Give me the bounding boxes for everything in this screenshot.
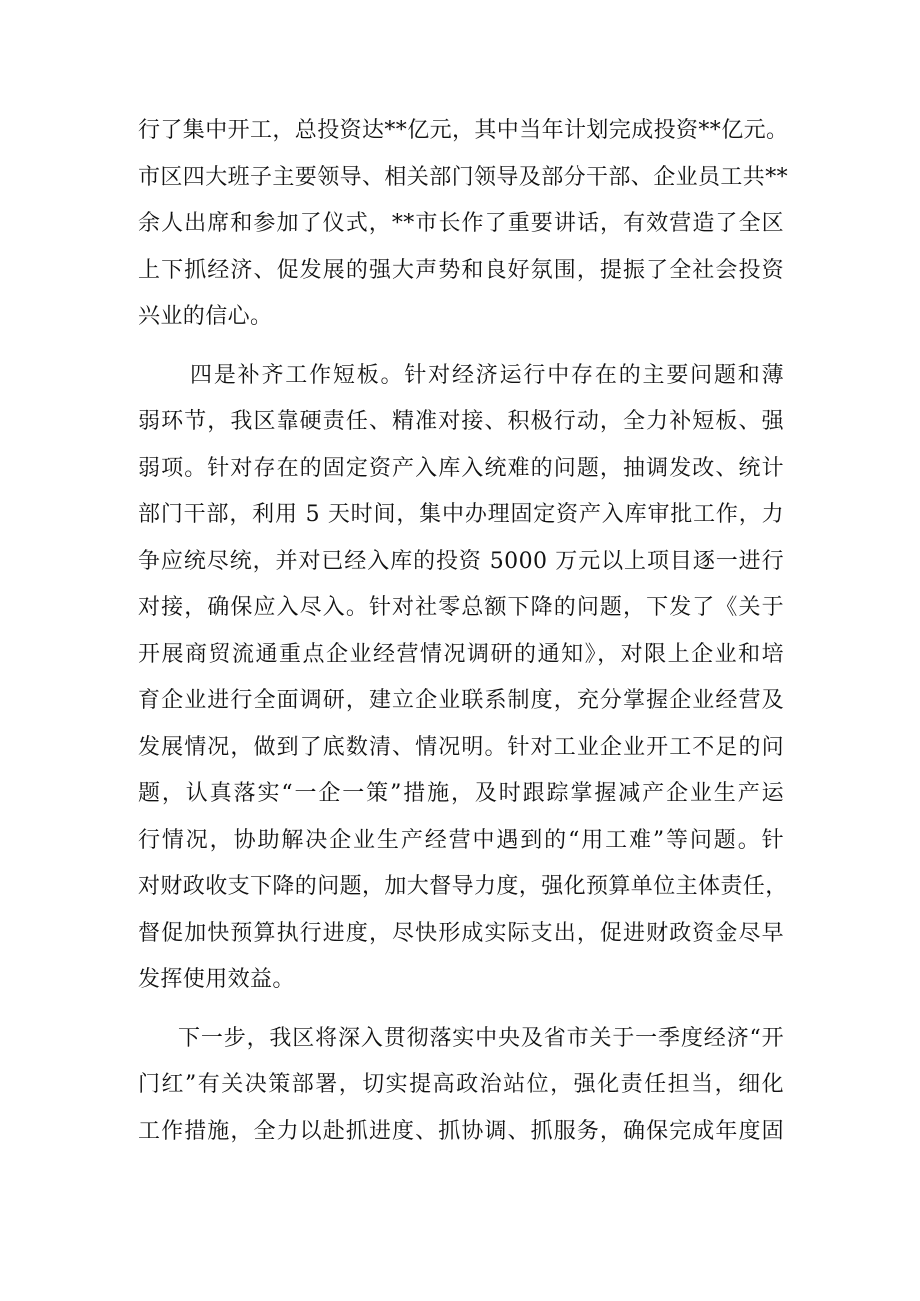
text-line: 门红”有关决策部署，切实提高政治站位，强化责任担当，细化 [138, 1072, 784, 1097]
text-line: 四是补齐工作短板。针对经济运行中存在的主要问题和薄 [190, 362, 784, 388]
text-line: 发挥使用效益。 [138, 967, 295, 992]
text-line: 育企业进行全面调研，建立企业联系制度，充分掌握企业经营及 [138, 688, 784, 713]
text-line: 行了集中开工，总投资达**亿元，其中当年计划完成投资**亿元。 [138, 118, 789, 143]
text-line: 发展情况，做到了底数清、情况明。针对工业企业开工不足的问 [138, 734, 784, 760]
text-line: 督促加快预算执行进度，尽快形成实际支出，促进财政资金尽早 [138, 920, 784, 946]
text-line: 题，认真落实“一企一策”措施，及时跟踪掌握减产企业生产运 [138, 781, 784, 806]
text-line: 余人出席和参加了仪式，**市长作了重要讲话，有效营造了全区 [138, 211, 784, 236]
text-line: 工作措施，全力以赴抓进度、抓协调、抓服务，确保完成年度固 [138, 1118, 784, 1144]
paragraph-spacer [138, 1004, 784, 1016]
text-line: 对财政收支下降的问题，加大督导力度，强化预算单位主体责任， [138, 874, 788, 899]
text-line: 争应统尽统，并对已经入库的投资 5000 万元以上项目逐一进行 [138, 548, 784, 574]
text-line: 行情况，协助解决企业生产经营中遇到的“用工难”等问题。针 [138, 827, 784, 853]
text-line: 对接，确保应入尽入。针对社零总额下降的问题，下发了《关于 [138, 595, 784, 620]
text-line: 弱环节，我区靠硬责任、精准对接、积极行动，全力补短板、强 [138, 409, 784, 434]
text-line: 弱项。针对存在的固定资产入库入统难的问题，抽调发改、统计 [138, 455, 784, 481]
text-line: 上下抓经济、促发展的强大声势和良好氛围，提振了全社会投资 [138, 257, 784, 283]
document-body [138, 108, 789, 1155]
text-line: 部门干部，利用 5 天时间，集中办理固定资产入库审批工作，力 [138, 502, 784, 527]
paragraph-project-commencement [138, 108, 789, 341]
text-line: 下一步，我区将深入贯彻落实中央及省市关于一季度经济“开 [178, 1025, 784, 1051]
paragraph-spacer [138, 341, 784, 353]
paragraph-next-steps [138, 1016, 784, 1156]
text-line: 兴业的信心。 [138, 304, 273, 329]
text-line: 开展商贸流通重点企业经营情况调研的通知》，对限上企业和培 [138, 641, 784, 667]
text-line: 市区四大班子主要领导、相关部门领导及部分干部、企业员工共** [138, 164, 789, 190]
paragraph-fill-shortcomings [138, 353, 788, 1004]
